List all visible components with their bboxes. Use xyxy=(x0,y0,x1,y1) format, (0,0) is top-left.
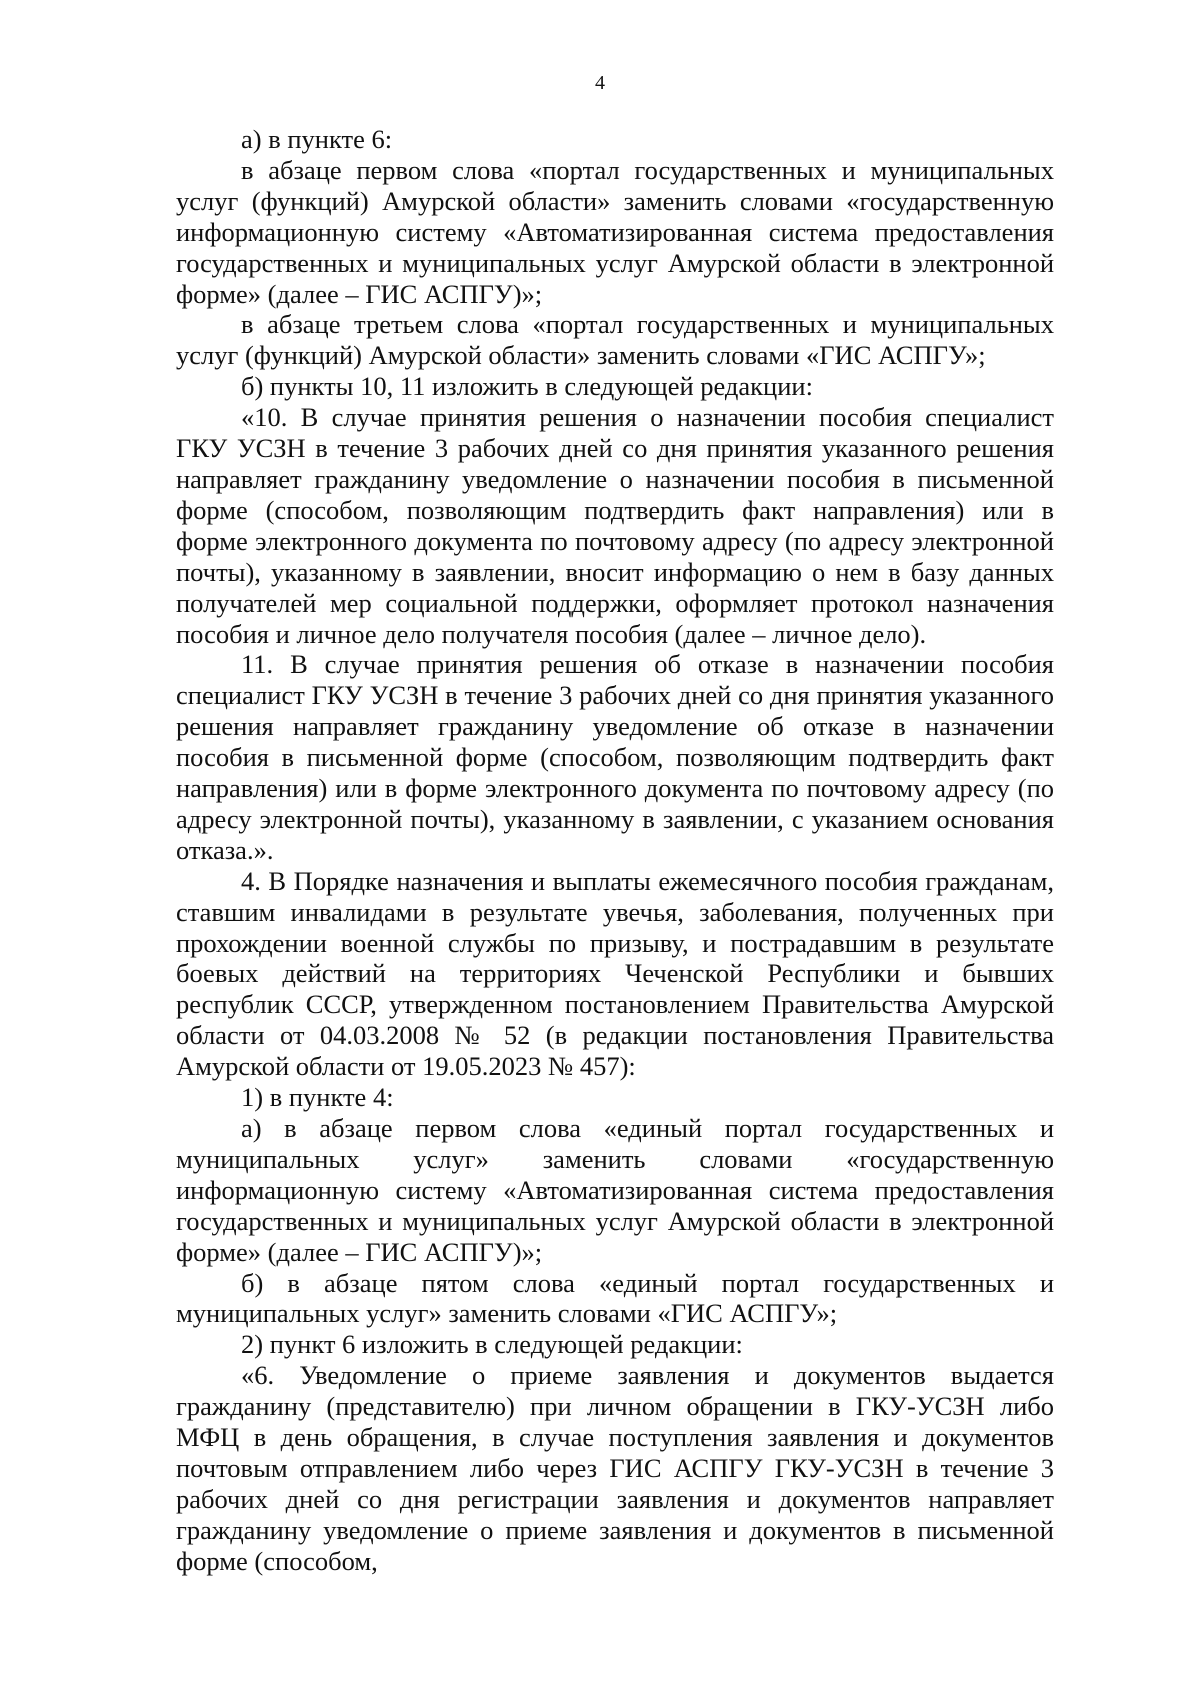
paragraph-3: в абзаце третьем слова «портал государственных и муниципальных услуг (функций) Амурской области» заменить словами «ГИС АСПГУ»; xyxy=(176,309,1054,371)
paragraph-10: б) в абзаце пятом слова «единый портал государственных и муниципальных услуг» заменить словами «ГИС АСПГУ»; xyxy=(176,1267,1054,1329)
paragraph-2: в абзаце первом слова «портал государственных и муниципальных услуг (функций) Амурской области» заменить словами «государственную информационную систему «Автоматизированная система предоставления государственных и муниципальных услуг Амурской области в электронной форме» (далее – ГИС АСПГУ)»; xyxy=(176,154,1054,309)
document-body xyxy=(176,124,1054,1577)
page-number: 4 xyxy=(595,72,605,94)
paragraph-4: б) пункты 10, 11 изложить в следующей редакции: xyxy=(241,371,813,402)
paragraph-8: 1) в пункте 4: xyxy=(241,1082,394,1113)
paragraph-9: а) в абзаце первом слова «единый портал государственных и муниципальных услуг» заменить словами «государственную информационную систему «Автоматизированная система предоставления государственных и муниципальных услуг Амурской области в электронной форме» (далее – ГИС АСПГУ)»; xyxy=(176,1113,1054,1267)
paragraph-7: 4. В Порядке назначения и выплаты ежемесячного пособия гражданам, ставшим инвалидами в результате увечья, заболевания, полученных при прохождении военной службы по призыву, и пострадавшим в результате боевых действий на территориях Чеченской Республики и бывших республик СССР, утвержденном постановлением Правительства Амурской области от 04.03.2008 № 52 (в редакции постановления Правительства Амурской области от 19.05.2023 № 457): xyxy=(176,865,1054,1082)
paragraph-6: 11. В случае принятия решения об отказе в назначении пособия специалист ГКУ УСЗН в течение 3 рабочих дней со дня принятия указанного решения направляет гражданину уведомление об отказе в назначении пособия в письменной форме (способом, позволяющим подтвердить факт направления) или в форме электронного документа по почтовому адресу (по адресу электронной почты), указанному в заявлении, с указанием основания отказа.». xyxy=(176,649,1054,865)
paragraph-11: 2) пункт 6 изложить в следующей редакции: xyxy=(241,1329,743,1360)
paragraph-5: «10. В случае принятия решения о назначении пособия специалист ГКУ УСЗН в течение 3 рабочих дней со дня принятия указанного решения направляет гражданину уведомление о назначении пособия в письменной форме (способом, позволяющим подтвердить факт направления) или в форме электронного документа по почтовому адресу (по адресу электронной почты), указанному в заявлении, вносит информацию о нем в базу данных получателей мер социальной поддержки, оформляет протокол назначения пособия и личное дело получателя пособия (далее – личное дело). xyxy=(176,402,1054,649)
paragraph-12: «6. Уведомление о приеме заявления и документов выдается гражданину (представителю) при личном обращении в ГКУ-УСЗН либо МФЦ в день обращения, в случае поступления заявления и документов почтовым отправлением либо через ГИС АСПГУ ГКУ-УСЗН в течение 3 рабочих дней со дня регистрации заявления и документов направляет гражданину уведомление о приеме заявления и документов в письменной форме (способом, xyxy=(176,1360,1054,1576)
paragraph-1: а) в пункте 6: xyxy=(241,124,393,154)
